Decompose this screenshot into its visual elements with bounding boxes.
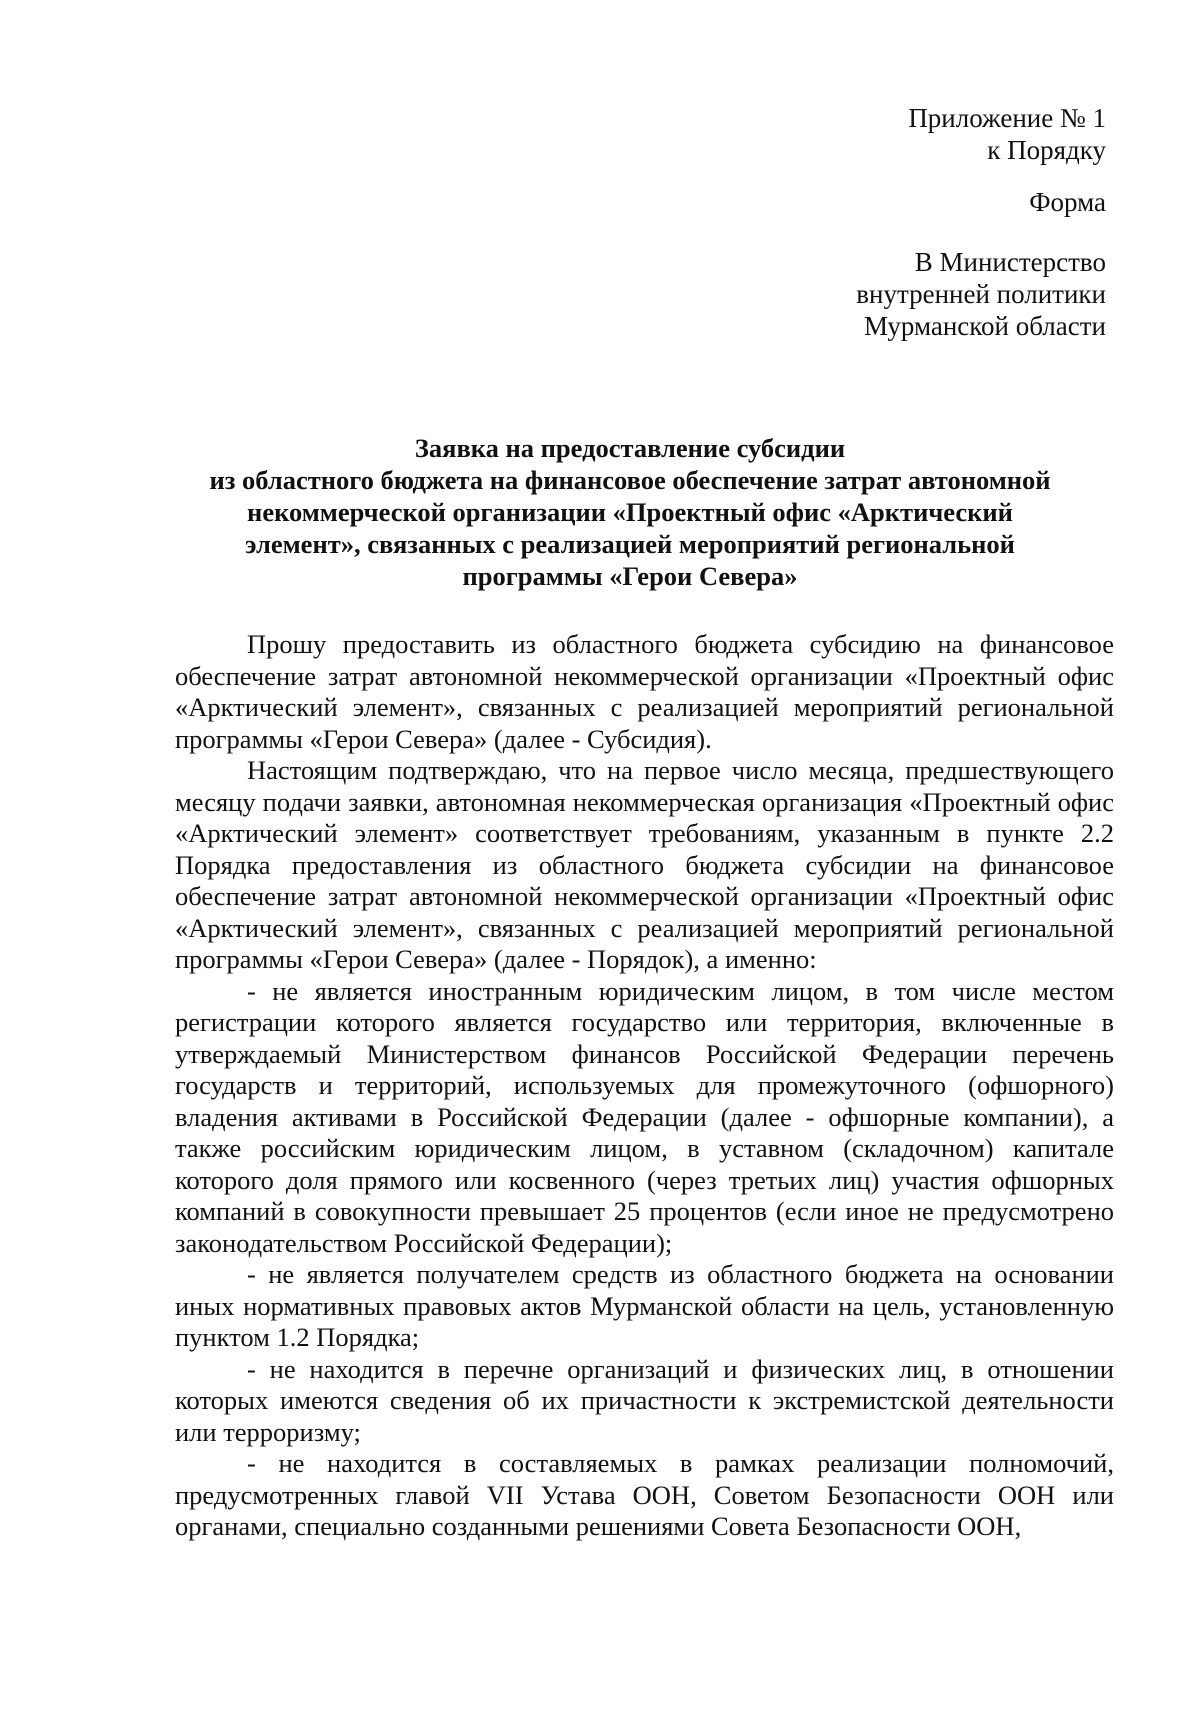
- form-label-text: Форма: [1029, 187, 1106, 217]
- title-line: Заявка на предоставление субсидии: [414, 433, 846, 463]
- requirement-item: - не является иностранным юридическим лицом, в том числе местом регистрации которого является государство или территория, включенные в утверждаемый Министерством финансов Российской Федерации перечень государств и территорий, используемых для промежуточного (офшорного) владения активами в Российской Федерации (далее - офшорные компании), а также российским юридическим лицом, в уставном (складочном) капитале которого доля прямого или косвенного (через третьих лиц) участия офшорных компаний в совокупности превышает 25 процентов (если иное не предусмотрено законодательством Российской Федерации);: [175, 975, 1114, 1258]
- addressee-block: [856, 246, 1106, 342]
- title-line: из областного бюджета на финансовое обеспечение затрат автономной: [209, 465, 1051, 495]
- addressee-line: Мурманской области: [864, 311, 1106, 341]
- title-line: некоммерческой организации «Проектный офис «Арктический: [247, 497, 1013, 527]
- appendix-line: Приложение № 1: [908, 103, 1106, 133]
- form-label: [1029, 186, 1106, 218]
- document-title: [150, 432, 1110, 592]
- title-line: элемент», связанных с реализацией мероприятий региональной: [245, 529, 1015, 559]
- appendix-line: к Порядку: [987, 135, 1106, 165]
- title-line: программы «Герои Севера»: [462, 561, 798, 591]
- document-body: [175, 629, 1114, 1543]
- addressee-line: В Министерство: [914, 247, 1106, 277]
- requirement-item: - не находится в составляемых в рамках реализации полномочий, предусмотренных главой VII Устава ООН, Советом Безопасности ООН или органами, специально созданными решениями Совета Безопасности ООН,: [175, 1448, 1114, 1541]
- addressee-line: внутренней политики: [856, 279, 1106, 309]
- appendix-reference: [908, 102, 1106, 166]
- confirmation-paragraph: Настоящим подтверждаю, что на первое число месяца, предшествующего месяцу подачи заявки, автономная некоммерческая организация «Проектный офис «Арктический элемент» соответствует требованиям, указанным в пункте 2.2 Порядка предоставления из областного бюджета субсидии на финансовое обеспечение затрат автономной некоммерческой организации «Проектный офис «Арктический элемент», связанных с реализацией мероприятий региональной программы «Герои Севера» (далее - Порядок), а именно:: [175, 755, 1114, 974]
- request-paragraph: Прошу предоставить из областного бюджета субсидию на финансовое обеспечение затрат автономной некоммерческой организации «Проектный офис «Арктический элемент», связанных с реализацией мероприятий региональной программы «Герои Севера» (далее - Субсидия).: [175, 629, 1114, 754]
- requirement-item: - не находится в перечне организаций и физических лиц, в отношении которых имеются сведения об их причастности к экстремистской деятельности или терроризму;: [175, 1353, 1114, 1447]
- requirement-item: - не является получателем средств из областного бюджета на основании иных нормативных правовых актов Мурманской области на цель, установленную пунктом 1.2 Порядка;: [175, 1259, 1114, 1352]
